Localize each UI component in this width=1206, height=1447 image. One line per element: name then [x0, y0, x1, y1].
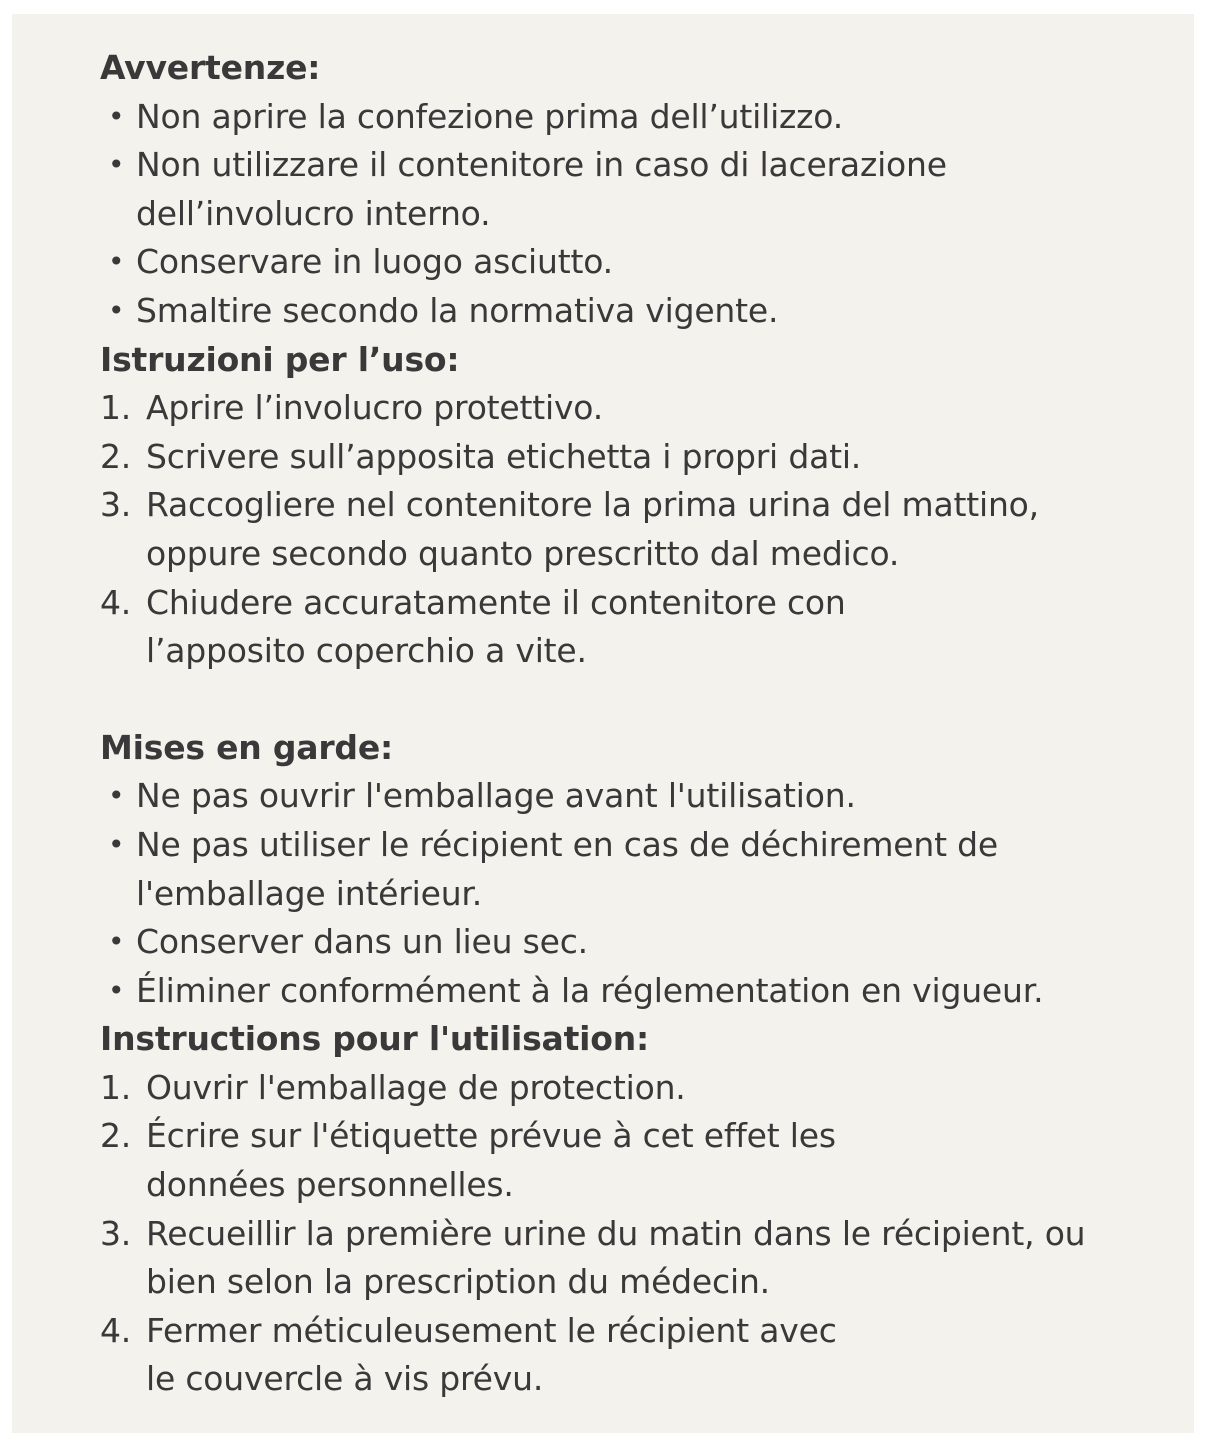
- step-number: 2.: [100, 436, 132, 476]
- bullet-icon: •: [108, 973, 125, 1007]
- list-item-text: Écrire sur l'étiquette prévue à cet effet les données personnelles.: [146, 1116, 836, 1205]
- italian-warnings-title: Avvertenze:: [100, 48, 321, 87]
- french-instructions-list: [100, 1064, 1180, 1404]
- list-item-text: Non utilizzare il contenitore in caso di lacerazione dell’involucro interno.: [136, 145, 947, 233]
- list-item-text: Ouvrir l'emballage de protection.: [146, 1067, 686, 1107]
- list-item: [100, 93, 1180, 142]
- list-item: [100, 287, 1180, 336]
- step-number: 2.: [100, 1116, 132, 1156]
- label-content: [100, 44, 1180, 1404]
- list-item-text: Ne pas utiliser le récipient en cas de déchirement de l'emballage intérieur.: [136, 824, 998, 913]
- list-item: [100, 967, 1180, 1016]
- list-item: [100, 821, 1180, 918]
- step-number: 1.: [100, 388, 132, 428]
- step-number: 1.: [100, 1067, 132, 1107]
- bullet-icon: •: [108, 293, 125, 327]
- list-item-text: Éliminer conformément à la réglementation en vigueur.: [136, 970, 1044, 1010]
- list-item: [100, 772, 1180, 821]
- french-warnings-title: Mises en garde:: [100, 727, 394, 767]
- list-item: [100, 1307, 1180, 1404]
- bullet-icon: •: [108, 925, 125, 959]
- italian-warnings-list: [100, 93, 1180, 336]
- list-item: [100, 1064, 1180, 1113]
- list-item: [100, 384, 1180, 433]
- list-item-text: Aprire l’involucro protettivo.: [146, 388, 603, 428]
- italian-instructions-title: Istruzioni per l’uso:: [100, 339, 460, 379]
- step-number: 4.: [100, 1310, 132, 1350]
- french-instructions-title: Instructions pour l'utilisation:: [100, 1019, 650, 1059]
- label-panel: [12, 14, 1194, 1433]
- list-item-text: Non aprire la confezione prima dell’utilizzo.: [136, 96, 843, 136]
- list-item: [100, 1210, 1180, 1307]
- step-number: 3.: [100, 485, 132, 525]
- french-section: [100, 724, 1180, 1404]
- bullet-icon: •: [108, 779, 125, 813]
- italian-instructions-list: [100, 384, 1180, 676]
- bullet-icon: •: [108, 245, 125, 279]
- step-number: 4.: [100, 582, 132, 622]
- list-item-text: Raccogliere nel contenitore la prima urina del mattino, oppure secondo quanto prescritto dal medico.: [146, 485, 1039, 573]
- list-item: [100, 141, 1180, 238]
- list-item: [100, 918, 1180, 967]
- list-item-text: Chiudere accuratamente il contenitore con l’apposito coperchio a vite.: [146, 582, 846, 671]
- step-number: 3.: [100, 1213, 132, 1253]
- list-item-text: Fermer méticuleusement le récipient avec le couvercle à vis prévu.: [146, 1310, 837, 1399]
- list-item-text: Conservare in luogo asciutto.: [136, 242, 613, 282]
- bullet-icon: •: [108, 827, 125, 861]
- list-item-text: Conserver dans un lieu sec.: [136, 922, 588, 962]
- list-item-text: Ne pas ouvrir l'emballage avant l'utilisation.: [136, 776, 856, 816]
- bullet-icon: •: [108, 148, 125, 182]
- bullet-icon: •: [108, 99, 125, 133]
- list-item: [100, 238, 1180, 287]
- section-spacer: [100, 676, 1180, 724]
- list-item: [100, 481, 1180, 578]
- italian-section: [100, 44, 1180, 676]
- french-warnings-list: [100, 772, 1180, 1015]
- list-item-text: Recueillir la première urine du matin dans le récipient, ou bien selon la prescription du médecin.: [146, 1213, 1086, 1302]
- list-item: [100, 1112, 1180, 1209]
- list-item: [100, 579, 1180, 676]
- list-item: [100, 433, 1180, 482]
- list-item-text: Smaltire secondo la normativa vigente.: [136, 290, 779, 330]
- list-item-text: Scrivere sull’apposita etichetta i propri dati.: [146, 436, 862, 476]
